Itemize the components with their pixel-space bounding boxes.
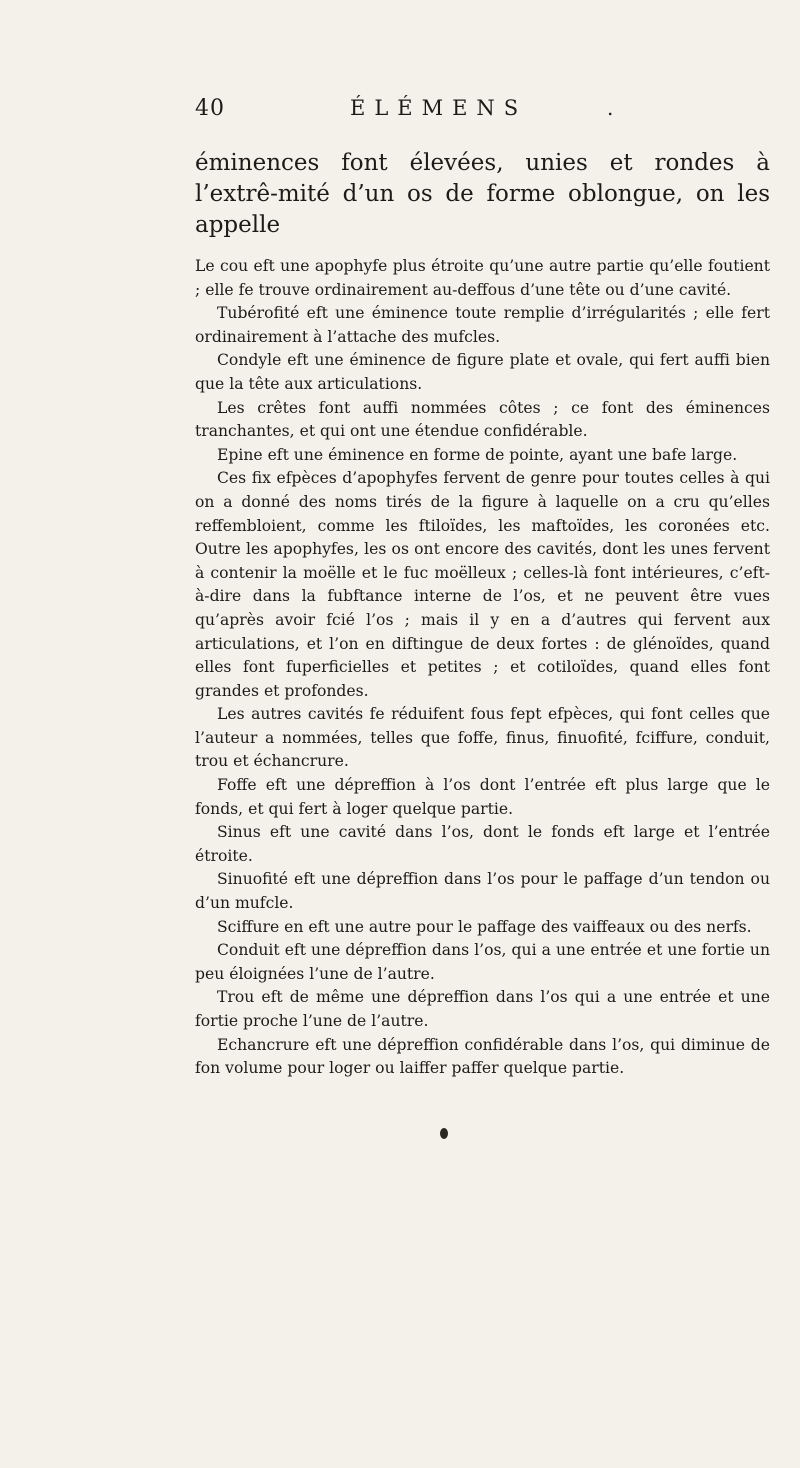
- paragraph-scissure: Sciffure en eft une autre pour le paffage des vaiffeaux ou des nerfs.: [217, 917, 752, 936]
- ink-spot: [440, 1128, 448, 1139]
- paragraph-sinus: Sinus eft une cavité dans l’os, dont le fonds eft large et l’entrée étroite.: [195, 823, 770, 865]
- paragraph-fosse: Foffe eft une dépreffion à l’os dont l’entrée eft plus large que le fonds, et qui fert à loger quelque partie.: [195, 776, 770, 818]
- paragraph-cretes: Les crêtes font auffi nommées côtes ; ce font des éminences tranchantes, et qui ont une étendue confidérable.: [195, 398, 770, 441]
- paragraph-cou: Le cou eft une apophyfe plus étroite qu’une autre partie qu’elle foutient ; elle fe trouve ordinairement au-deffous d’une tête ou d’une cavité.: [195, 257, 770, 299]
- running-title-mark: .: [607, 96, 614, 120]
- paragraph-epine: Epine eft une éminence en forme de pointe, ayant une bafe large.: [217, 445, 738, 464]
- paragraph-condyle: Condyle eft une éminence de figure plate et ovale, qui fert auffi bien que la tête aux articulations.: [195, 351, 770, 393]
- paragraph-conduit: Conduit eft une dépreffion dans l’os, qui a une entrée et une fortie un peu éloignées l’une de l’autre.: [195, 941, 770, 983]
- page-header: [195, 96, 615, 136]
- paragraph-trou: Trou eft de même une dépreffion dans l’os qui a une entrée et une fortie proche l’une de l’autre.: [195, 988, 770, 1030]
- paragraph-autres-cavites: Les autres cavités fe réduifent fous fept efpèces, qui font celles que l’auteur a nommées, telles que foffe, finus, finuofité, fciffure, conduit, trou et échancrure.: [195, 705, 770, 771]
- body-text: [195, 148, 770, 1081]
- running-title: ÉLÉMENS: [350, 96, 528, 120]
- paragraph-echancrure: Echancrure eft une dépreffion confidérable dans l’os, qui diminue de fon volume pour loger ou laiffer paffer quelque partie.: [195, 1035, 770, 1078]
- paragraph-six-especes: Ces fix efpèces d’apophyfes fervent de genre pour toutes celles à qui on a donné des noms tirés de la figure à laquelle on a cru qu’elles reffembloient, comme les ftiloïdes, les maftoïdes, les coronées etc. Outre les apophyfes, les os ont encore des cavités, dont les unes fervent à contenir la moëlle et le fuc moëlleux ; celles-là font intérieures, c’eft-à-dire dans la fubftance interne de l’os, et ne peuvent être vues qu’après avoir fcié l’os ; mais il y en a d’autres qui fervent aux articulations, et l’on en diftingue de deux fortes : de glénoïdes, quand elles font fuperficielles et petites ; et cotiloïdes, quand elles font grandes et profondes.: [195, 469, 770, 700]
- lead-paragraph: éminences font élevées, unies et rondes à l’extrê-mité d’un os de forme oblongue, on les appelle: [195, 150, 770, 238]
- paragraph-sinuosite: Sinuofité eft une dépreffion dans l’os pour le paffage d’un tendon ou d’un mufcle.: [195, 870, 770, 913]
- paragraph-tuberosite: Tubérofité eft une éminence toute remplie d’irrégularités ; elle fert ordinairement à l’attache des mufcles.: [195, 304, 770, 346]
- page-number: 40: [195, 96, 225, 121]
